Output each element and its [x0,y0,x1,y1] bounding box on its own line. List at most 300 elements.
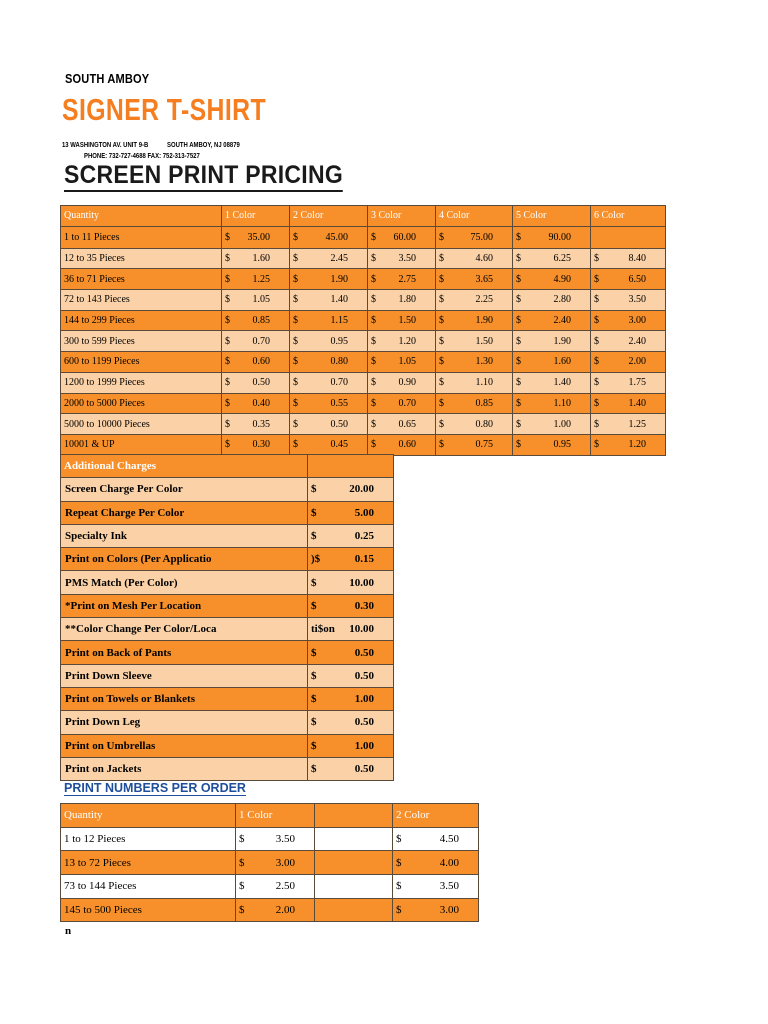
amount: 1.50 [398,315,416,327]
amount: 0.50 [354,669,374,682]
street-address: 13 WASHINGTON AV. UNIT 9-B [62,142,149,149]
charge-price-cell [308,548,394,571]
price-value [311,763,390,775]
price-value [311,600,390,612]
price-cell [436,269,513,290]
currency-symbol: $ [516,315,521,327]
price-value [594,439,662,450]
price-value [293,439,364,450]
amount: 2.25 [475,294,493,306]
price-value [225,274,286,285]
price-cell [393,875,479,899]
price-value [293,377,364,388]
quantity-cell: 5000 to 10000 Pieces [61,414,222,435]
price-cell [290,290,368,311]
column-header: 3 Color [368,206,436,227]
amount: 1.15 [330,315,348,327]
currency-symbol: $ [371,335,376,347]
price-value [371,398,432,409]
price-cell [436,393,513,414]
amount: 1.60 [553,356,571,368]
amount: 0.80 [475,418,493,430]
amount: 0.35 [252,418,270,430]
currency-symbol: $ [293,231,298,243]
quantity-cell: 1200 to 1999 Pieces [61,372,222,393]
amount: 4.60 [475,253,493,265]
amount: 3.50 [628,294,646,306]
amount: 0.65 [398,418,416,430]
column-header: 2 Color [290,206,368,227]
price-cell [513,414,591,435]
price-value [594,315,662,326]
price-value [439,398,509,409]
price-value [516,315,587,326]
price-value [371,377,432,388]
amount: 1.00 [553,418,571,430]
empty-cell [315,875,393,899]
currency-symbol: $ [371,273,376,285]
charge-label: Print on Back of Pants [61,641,308,664]
amount: 0.25 [354,530,374,543]
price-cell [436,290,513,311]
currency-symbol: $ [225,231,230,243]
column-header: Quantity [61,206,222,227]
currency-symbol: $ [396,904,402,917]
price-cell [368,434,436,455]
price-value [594,398,662,409]
charge-label: Print on Jackets [61,757,308,780]
charge-price-cell [308,478,394,501]
quantity-cell: 144 to 299 Pieces [61,310,222,331]
price-value [293,315,364,326]
currency-symbol: $ [439,377,444,389]
price-value [439,232,509,243]
price-cell [222,331,290,352]
price-cell [236,851,315,875]
price-cell [368,414,436,435]
empty-cell [591,226,666,248]
table-row [61,414,666,435]
amount: 3.65 [475,273,493,285]
amount: 3.50 [398,253,416,265]
price-cell [290,434,368,455]
table-row [61,248,666,269]
charge-label: Print on Colors (Per Applicatio [61,548,308,571]
currency-symbol: $ [439,231,444,243]
price-value [396,857,475,869]
amount: 5.00 [354,506,374,519]
price-cell [591,434,666,455]
price-cell [393,898,479,922]
amount: 1.50 [475,335,493,347]
charge-price-cell [308,757,394,780]
currency-symbol: $ [225,418,230,430]
price-cell [591,310,666,331]
price-cell [513,269,591,290]
charge-price-cell [308,618,394,641]
price-value [225,336,286,347]
currency-symbol: $ [225,335,230,347]
price-value [239,904,311,916]
price-cell [290,414,368,435]
price-value [293,356,364,367]
amount: 10.00 [349,623,374,636]
amount: 0.50 [354,716,374,729]
table-row [61,524,394,547]
amount: 0.50 [354,763,374,775]
amount: 0.85 [252,315,270,327]
quantity-cell: 145 to 500 Pieces [61,898,236,922]
column-header: 5 Color [513,206,591,227]
table-row [61,641,394,664]
currency-symbol: $ [516,231,521,243]
amount: 1.90 [553,335,571,347]
price-value [516,398,587,409]
price-value [439,356,509,367]
price-cell [436,331,513,352]
price-cell [222,393,290,414]
currency-symbol: $ [293,439,298,451]
currency-symbol: $ [293,377,298,389]
currency-symbol: $ [594,439,599,451]
amount: 0.40 [252,397,270,409]
price-value [225,232,286,243]
currency-symbol: $ [594,315,599,327]
price-cell [591,414,666,435]
charge-label: Print Down Sleeve [61,664,308,687]
amount: 0.75 [475,439,493,451]
amount: 4.00 [439,856,459,869]
charge-price-cell [308,571,394,594]
amount: 0.95 [330,335,348,347]
price-cell [368,352,436,373]
currency-symbol: $ [594,377,599,389]
price-cell [513,352,591,373]
amount: 1.10 [553,397,571,409]
price-value [311,623,390,635]
price-cell [222,372,290,393]
brand-name: SIGNER T-SHIRT [62,92,267,127]
price-value [396,904,475,916]
currency-symbol: )$ [311,553,321,566]
price-value [311,483,390,495]
price-value [225,398,286,409]
charge-label: Print Down Leg [61,711,308,734]
amount: 1.00 [354,739,374,752]
price-cell [436,248,513,269]
price-cell [222,310,290,331]
amount: 2.40 [628,335,646,347]
amount: 2.50 [275,880,295,893]
price-value [439,274,509,285]
price-cell [436,434,513,455]
price-value [439,294,509,305]
table-row [61,478,394,501]
empty-cell [315,851,393,875]
column-header [315,804,393,828]
column-header: 1 Color [236,804,315,828]
currency-symbol: $ [439,356,444,368]
charge-label: Print on Towels or Blankets [61,687,308,710]
currency-symbol: $ [594,335,599,347]
price-value [516,419,587,430]
price-cell [591,290,666,311]
price-value [516,336,587,347]
price-value [516,439,587,450]
price-value [594,336,662,347]
currency-symbol: $ [293,294,298,306]
table-row [61,711,394,734]
column-header: 4 Color [436,206,513,227]
currency-symbol: $ [225,273,230,285]
price-value [311,693,390,705]
price-cell [513,290,591,311]
currency-symbol: $ [239,904,245,917]
price-cell [393,851,479,875]
charge-price-cell [308,664,394,687]
quantity-cell: 10001 & UP [61,434,222,455]
amount: 6.25 [553,253,571,265]
numbers-header-row [61,804,479,828]
price-cell [436,226,513,248]
price-cell [222,269,290,290]
amount: 20.00 [349,483,374,496]
pricing-header-row [61,206,666,227]
price-cell [368,310,436,331]
print-numbers-title: PRINT NUMBERS PER ORDER [64,781,246,795]
amount: 2.80 [553,294,571,306]
price-cell [222,226,290,248]
quantity-cell: 36 to 71 Pieces [61,269,222,290]
currency-symbol: $ [439,397,444,409]
currency-symbol: $ [594,253,599,265]
price-value [439,419,509,430]
price-value [516,294,587,305]
empty-cell [315,827,393,851]
currency-symbol: $ [371,315,376,327]
amount: 1.40 [553,377,571,389]
price-cell [368,331,436,352]
table-row [61,618,394,641]
price-value [293,232,364,243]
price-value [293,398,364,409]
currency-symbol: $ [594,418,599,430]
table-row [61,757,394,780]
price-cell [290,248,368,269]
price-value [311,507,390,519]
currency-symbol: $ [439,315,444,327]
price-cell [393,827,479,851]
currency-symbol: ti$on [311,623,335,636]
price-cell [513,372,591,393]
price-value [439,439,509,450]
amount: 75.00 [470,231,493,243]
table-row [61,352,666,373]
currency-symbol: $ [311,693,317,706]
table-row [61,851,479,875]
price-cell [290,269,368,290]
charge-price-cell [308,641,394,664]
price-value [311,670,390,682]
currency-symbol: $ [516,418,521,430]
amount: 3.00 [275,856,295,869]
quantity-cell: 13 to 72 Pieces [61,851,236,875]
currency-symbol: $ [516,356,521,368]
price-value [439,336,509,347]
amount: 1.10 [475,377,493,389]
price-cell [591,393,666,414]
table-row [61,393,666,414]
print-numbers-table [60,803,479,922]
page-title: SCREEN PRINT PRICING [64,160,343,192]
table-row [61,687,394,710]
column-header: 2 Color [393,804,479,828]
currency-symbol: $ [396,833,402,846]
price-value [439,315,509,326]
price-value [239,833,311,845]
amount: 0.50 [252,377,270,389]
price-cell [368,248,436,269]
amount: 2.45 [330,253,348,265]
currency-symbol: $ [311,716,317,729]
currency-symbol: $ [371,377,376,389]
price-cell [591,372,666,393]
price-cell [513,226,591,248]
currency-symbol: $ [293,397,298,409]
quantity-cell: 72 to 143 Pieces [61,290,222,311]
currency-symbol: $ [439,273,444,285]
price-value [439,253,509,264]
additional-charges-table [60,454,394,781]
amount: 0.55 [330,397,348,409]
price-cell [591,248,666,269]
amount: 0.70 [252,335,270,347]
currency-symbol: $ [516,253,521,265]
price-cell [368,226,436,248]
amount: 1.40 [330,294,348,306]
amount: 4.50 [439,833,459,846]
amount: 2.00 [628,356,646,368]
table-row [61,434,666,455]
table-row [61,664,394,687]
currency-symbol: $ [594,356,599,368]
table-row [61,571,394,594]
table-row [61,226,666,248]
table-row [61,875,479,899]
amount: 0.30 [354,599,374,612]
price-value [371,336,432,347]
amount: 1.40 [628,397,646,409]
price-cell [368,393,436,414]
amount: 90.00 [548,231,571,243]
quantity-cell: 1 to 11 Pieces [61,226,222,248]
charge-price-cell [308,594,394,617]
city-state-zip: SOUTH AMBOY, NJ 08879 [167,142,240,149]
currency-symbol: $ [371,397,376,409]
price-cell [236,827,315,851]
price-cell [591,331,666,352]
amount: 1.05 [252,294,270,306]
price-cell [222,290,290,311]
amount: 3.00 [439,904,459,917]
price-value [311,577,390,589]
currency-symbol: $ [239,880,245,893]
currency-symbol: $ [311,763,317,775]
price-value [516,274,587,285]
currency-symbol: $ [311,599,317,612]
currency-symbol: $ [225,294,230,306]
currency-symbol: $ [311,483,317,496]
price-value [516,253,587,264]
amount: 1.80 [398,294,416,306]
price-value [225,294,286,305]
column-header: Quantity [61,804,236,828]
quantity-cell: 12 to 35 Pieces [61,248,222,269]
currency-symbol: $ [311,646,317,659]
city-label: SOUTH AMBOY [65,71,150,86]
price-value [439,377,509,388]
price-value [311,647,390,659]
price-cell [222,414,290,435]
currency-symbol: $ [439,418,444,430]
price-value [371,232,432,243]
price-value [311,740,390,752]
column-header: 1 Color [222,206,290,227]
amount: 2.75 [398,273,416,285]
currency-symbol: $ [516,377,521,389]
amount: 4.90 [553,273,571,285]
amount: 0.90 [398,377,416,389]
amount: 8.40 [628,253,646,265]
charge-label: PMS Match (Per Color) [61,571,308,594]
footer-mark: n [65,925,72,937]
currency-symbol: $ [311,669,317,682]
price-cell [591,269,666,290]
currency-symbol: $ [371,356,376,368]
currency-symbol: $ [293,273,298,285]
phone-fax: PHONE: 732-727-4688 FAX: 752-313-7527 [84,153,200,160]
price-value [225,253,286,264]
price-cell [513,310,591,331]
price-cell [436,372,513,393]
amount: 0.30 [252,439,270,451]
amount: 1.90 [475,315,493,327]
address-line [62,142,240,149]
charge-price-cell [308,687,394,710]
amount: 0.50 [354,646,374,659]
price-cell [236,898,315,922]
table-row [61,594,394,617]
currency-symbol: $ [396,880,402,893]
currency-symbol: $ [225,397,230,409]
table-row [61,827,479,851]
charge-label: Screen Charge Per Color [61,478,308,501]
table-row [61,501,394,524]
amount: 3.50 [439,880,459,893]
currency-symbol: $ [225,356,230,368]
currency-symbol: $ [293,356,298,368]
currency-symbol: $ [594,397,599,409]
currency-symbol: $ [516,439,521,451]
currency-symbol: $ [396,856,402,869]
price-value [371,439,432,450]
price-value [516,232,587,243]
price-cell [222,352,290,373]
amount: 0.60 [398,439,416,451]
amount: 0.15 [354,553,374,566]
currency-symbol: $ [371,253,376,265]
amount: 1.90 [330,273,348,285]
